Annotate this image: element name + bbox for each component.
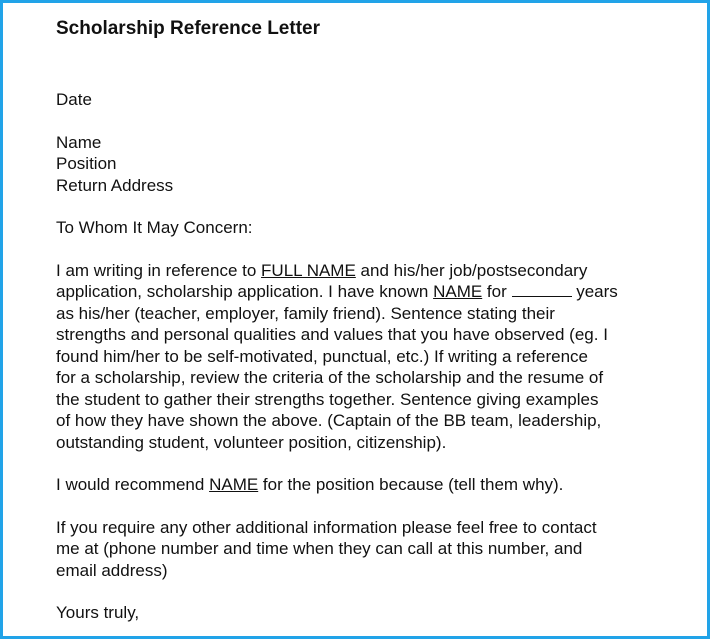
full-name-placeholder: FULL NAME xyxy=(261,260,356,280)
text-segment: application, scholarship application. I have known xyxy=(56,282,434,301)
closing: Yours truly, xyxy=(56,603,140,622)
position-line: Position xyxy=(56,154,117,173)
name-placeholder: NAME xyxy=(209,475,259,494)
salutation: To Whom It May Concern: xyxy=(56,218,253,237)
letter-body xyxy=(56,17,706,624)
paragraph-line: as his/her (teacher, employer, family friend). Sentence stating their xyxy=(56,303,555,323)
date-line: Date xyxy=(56,90,92,109)
paragraph-line: of how they have shown the above. (Captain of the BB team, leadership, xyxy=(56,411,602,430)
paragraph-line: found him/her to be self-motivated, punctual, etc.) If writing a reference xyxy=(56,346,588,366)
text-segment: and his/her job/postsecondary xyxy=(355,260,588,280)
paragraph-line: me at (phone number and time when they can call at this number, and xyxy=(56,539,583,558)
paragraph-contact xyxy=(56,517,706,582)
paragraph-line xyxy=(56,281,706,303)
text-segment: years xyxy=(571,282,618,301)
paragraph-line: email address) xyxy=(56,560,168,580)
text-segment: for xyxy=(482,282,512,301)
letter-title: Scholarship Reference Letter xyxy=(56,18,320,39)
paragraph-recommend xyxy=(56,474,706,496)
paragraph-line: outstanding student, volunteer position, citizenship). xyxy=(56,432,447,452)
paragraph-line: for a scholarship, review the criteria of the scholarship and the resume of xyxy=(56,368,604,387)
text-segment: I am writing in reference to xyxy=(56,260,262,280)
paragraph-line: strengths and personal qualities and values that you have observed (eg. I xyxy=(56,325,608,344)
years-blank xyxy=(512,282,572,297)
return-address-line: Return Address xyxy=(56,175,174,195)
paragraph-line: If you require any other additional information please feel free to contact xyxy=(56,517,597,537)
paragraph-reference xyxy=(56,260,706,454)
text-segment: I would recommend xyxy=(56,475,210,494)
paragraph-line xyxy=(56,260,706,282)
paragraph-line: the student to gather their strengths together. Sentence giving examples xyxy=(56,389,599,409)
text-segment: for the position because (tell them why). xyxy=(258,475,564,494)
name-line: Name xyxy=(56,132,102,152)
name-placeholder: NAME xyxy=(433,282,483,301)
